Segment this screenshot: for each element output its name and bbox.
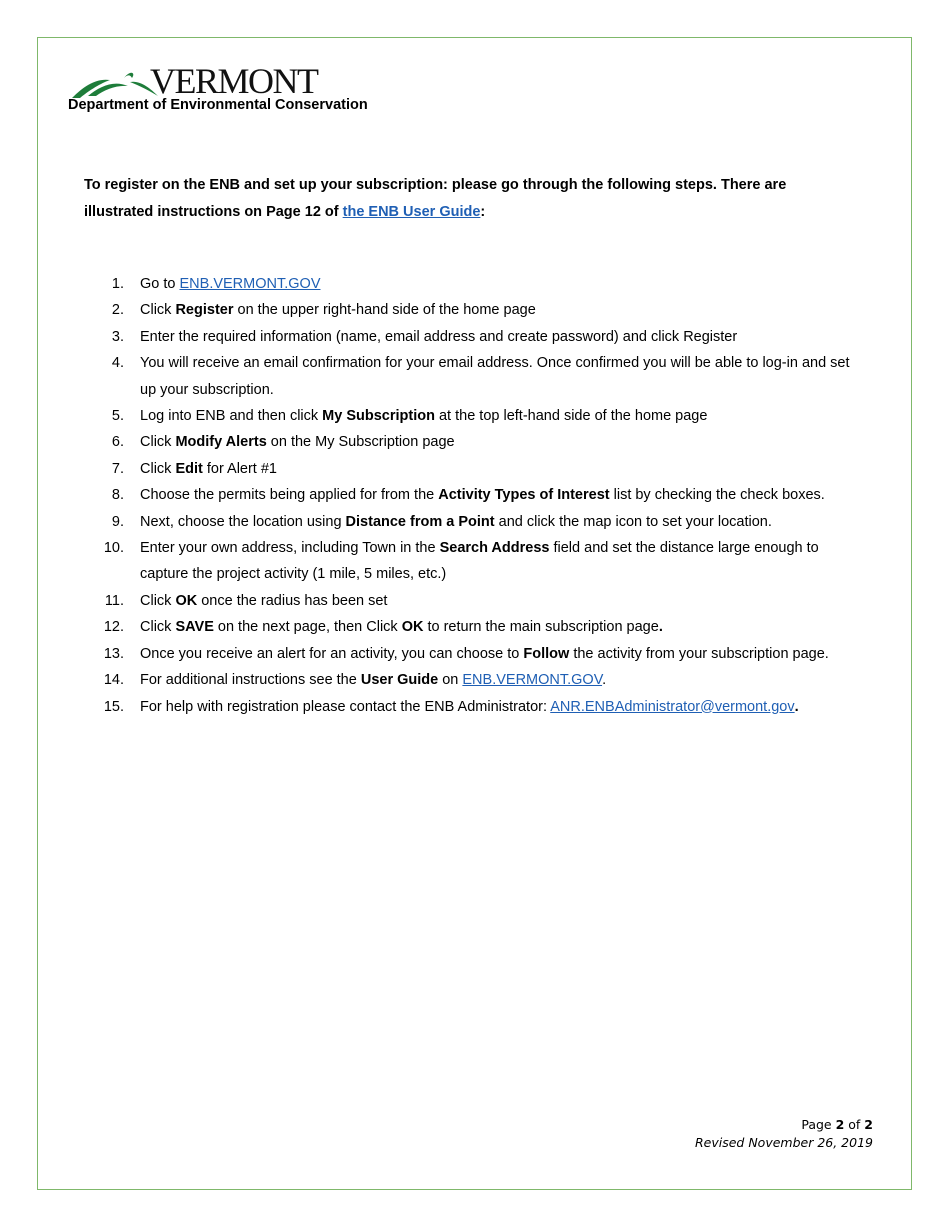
step-item <box>84 456 854 482</box>
step-text: list by checking the check boxes. <box>609 487 825 504</box>
step-item <box>84 614 854 640</box>
page-of-label: of <box>844 1117 865 1132</box>
step-number: 1. <box>111 276 124 292</box>
step-emphasis: User Guide <box>360 672 439 689</box>
step-emphasis: Follow <box>523 645 570 662</box>
step-number: 5. <box>111 408 124 425</box>
step-emphasis: Edit <box>175 460 203 477</box>
step-item <box>84 482 854 508</box>
step-emphasis: Search Address <box>439 540 550 557</box>
step-number: 11. <box>104 592 124 609</box>
step-text: on the upper right-hand side of the home page <box>233 302 536 319</box>
step-item <box>84 429 854 455</box>
step-text: Once you receive an alert for an activity, you can choose to <box>140 645 524 662</box>
page-current: 2 <box>835 1117 845 1132</box>
step-number: 4. <box>111 355 124 372</box>
step-emphasis: . <box>794 698 799 715</box>
step-item <box>84 297 854 323</box>
page-number <box>695 1116 873 1134</box>
step-text: for Alert #1 <box>202 460 277 477</box>
step-emphasis: Distance from a Point <box>345 513 495 530</box>
step-text: the activity from your subscription page. <box>569 645 829 662</box>
step-text: Enter the required information (name, email address and create password) and click Register <box>140 328 738 345</box>
step-text: Go to <box>140 276 180 292</box>
step-item <box>84 271 854 297</box>
steps-list <box>84 271 854 720</box>
step-text: once the radius has been set <box>197 592 388 609</box>
intro-text: To register on the ENB and set up your subscription: please go through the following steps. There are illustrated instructions on Page 12 of <box>84 177 787 220</box>
step-item <box>84 403 854 429</box>
step-emphasis: Register <box>175 302 234 319</box>
step-number: 3. <box>111 328 124 345</box>
step-number: 10. <box>103 540 124 557</box>
step-item <box>84 588 854 614</box>
step-number: 13. <box>103 645 124 662</box>
step-emphasis: Activity Types of Interest <box>438 487 610 504</box>
step-text: field and set the distance large enough to capture the project activity (1 mile, 5 miles, etc.) <box>140 540 819 583</box>
step-emphasis: My Subscription <box>322 408 435 425</box>
step-text: Click <box>140 434 176 451</box>
step-text: on the next page, then Click <box>213 619 402 636</box>
step-text: Next, choose the location using <box>140 513 346 530</box>
step-text: and click the map icon to set your location. <box>494 513 772 530</box>
step-link[interactable]: ANR.ENBAdministrator@vermont.gov <box>550 698 795 715</box>
step-link[interactable]: ENB.VERMONT.GOV <box>462 672 603 689</box>
step-item <box>84 535 854 588</box>
step-item <box>84 694 854 720</box>
step-text: to return the main subscription page <box>423 619 659 636</box>
department-name: Department of Environmental Conservation <box>68 97 368 113</box>
step-item <box>84 641 854 667</box>
step-text: Log into ENB and then click <box>140 408 323 425</box>
step-link[interactable]: ENB.VERMONT.GOV <box>179 276 321 292</box>
step-emphasis: OK <box>401 619 424 636</box>
logo-wordmark: VERMONT <box>150 61 318 101</box>
page-footer <box>695 1116 873 1152</box>
step-text: . <box>602 672 607 689</box>
intro-paragraph <box>84 172 844 225</box>
revision-date: Revised November 26, 2019 <box>694 1135 873 1150</box>
step-text: Choose the permits being applied for from the <box>140 487 439 504</box>
step-emphasis: Modify Alerts <box>175 434 267 451</box>
step-number: 15. <box>103 698 124 715</box>
vermont-dec-logo <box>68 62 368 118</box>
step-emphasis: SAVE <box>175 619 214 636</box>
step-text: on <box>438 672 463 689</box>
step-number: 9. <box>111 513 124 530</box>
intro-colon: : <box>480 203 486 220</box>
page-total: 2 <box>864 1117 873 1132</box>
step-item <box>84 350 854 403</box>
step-text: For additional instructions see the <box>140 672 361 689</box>
step-number: 12. <box>103 619 124 636</box>
step-text: Click <box>140 592 176 609</box>
step-number: 8. <box>111 487 124 504</box>
step-number: 7. <box>111 460 124 477</box>
step-text: Click <box>140 619 176 636</box>
step-text: You will receive an email confirmation for your email address. Once confirmed you will be able to log-in and set up your subscription. <box>140 355 850 398</box>
step-item <box>84 667 854 693</box>
step-text: Click <box>140 460 176 477</box>
step-text: Enter your own address, including Town in the <box>140 540 440 557</box>
user-guide-link[interactable]: the ENB User Guide <box>342 203 481 220</box>
step-emphasis: OK <box>175 592 198 609</box>
step-item <box>84 509 854 535</box>
step-text: Click <box>140 302 176 319</box>
step-number: 14. <box>103 672 124 689</box>
mountain-logo-icon <box>70 66 160 100</box>
step-number: 2. <box>111 302 124 319</box>
step-number: 6. <box>111 434 124 451</box>
step-emphasis: . <box>658 619 663 636</box>
step-text: at the top left-hand side of the home page <box>434 408 708 425</box>
step-text: on the My Subscription page <box>266 434 455 451</box>
page-label: Page <box>801 1117 836 1132</box>
step-item <box>84 324 854 350</box>
step-text: For help with registration please contact the ENB Administrator: <box>140 698 551 715</box>
